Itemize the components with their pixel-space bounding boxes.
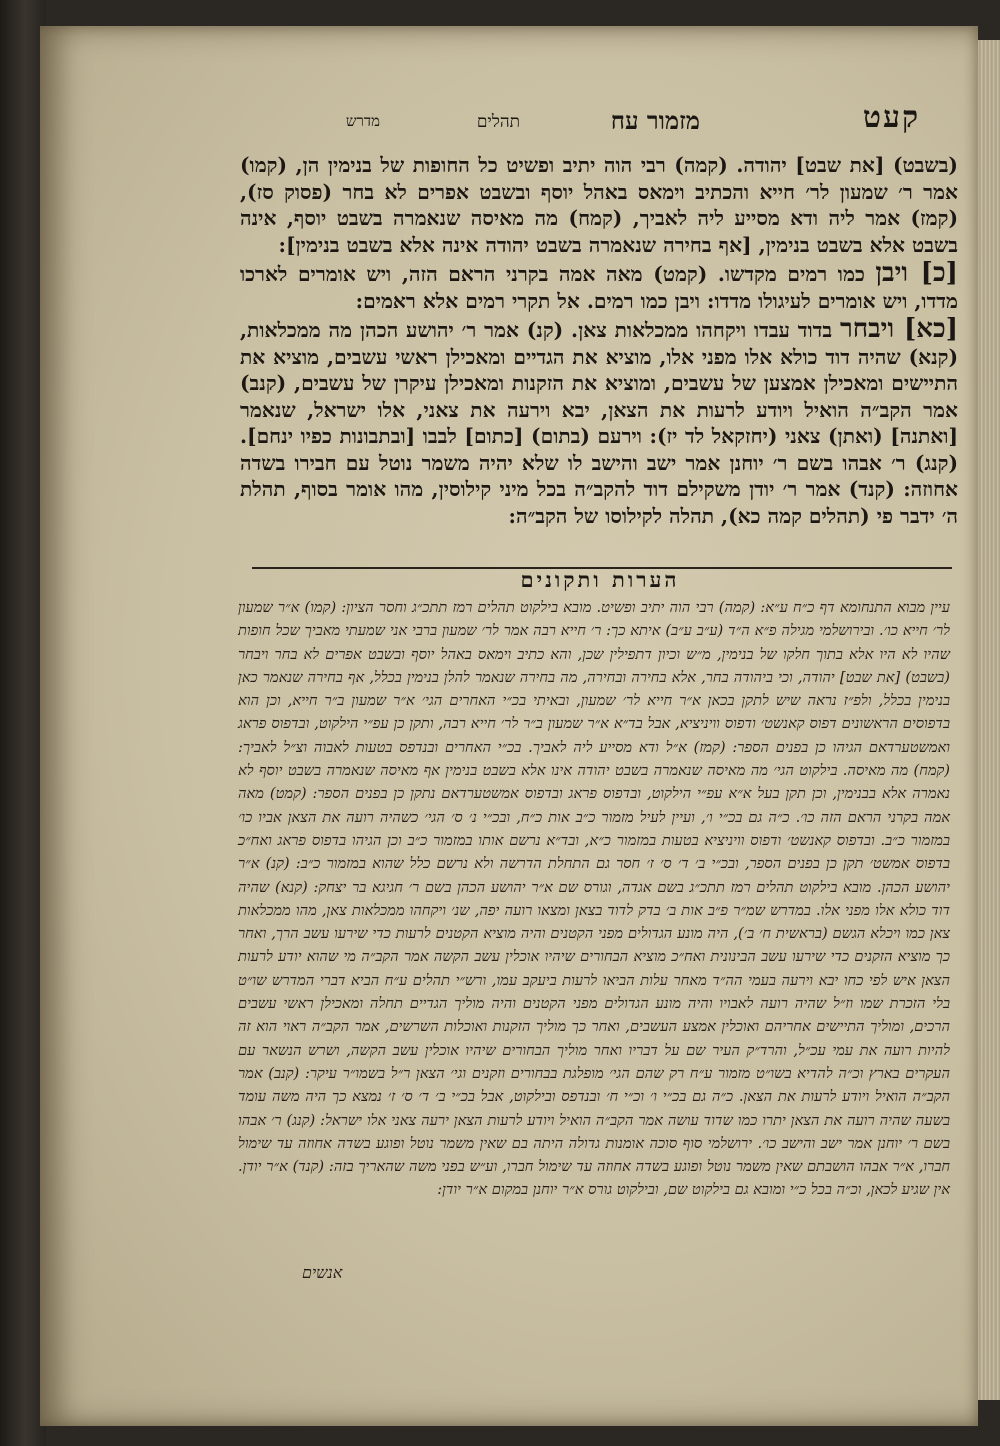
main-text xyxy=(240,152,958,531)
folio-number: קעט xyxy=(862,100,920,135)
main-paragraph xyxy=(240,152,958,258)
psalm-title: מזמור עח xyxy=(610,106,700,135)
paragraph-body: בדוד עבדו ויקחהו ממכלאות צאן. (קנ) אמר ר׳ יהושע הכהן מה ממכלאות, (קנא) שהיה דוד כולא אלו מפני אלו, מוציא את הגדיים ומאכילן ראשי עשבים, מוציא את התיישים ומאכילן אמצען של עשבים, ומוציא את הזקנות ומאכילן עיקרן של עשבים, (קנב) אמר הקב״ה הואיל ויודע לרעות את הצאן, יבא וירעה את צאני, אלו ישראל, שנאמר [ואתנה] (ואתן) צאני (יחזקאל לד יז): וירעם (בתום) [כתום] לבבו [ובתבונות כפיו ינחם]. (קנג) ר׳ אבהו בשם ר׳ יוחנן אמר ישב והישב לו שלא יהיה משמר נוטל עם חבירו בשדה אחוזה: (קנד) אמר ר׳ יודן משקילם דוד להקב״ה בכל מיני קילוסין, מהו אומר בסוף, תהלת ה׳ ידבר פי (תהלים קמה כא), תהלה לקילוסו של הקב״ה: xyxy=(240,318,958,528)
paragraph-body: כמו רמים מקדשו. (קמט) מאה אמה בקרני הראם הזה, ויש אומרים לארכו מדדו, ויש אומרים לעיגולו מדדו: ויבן כמו רמים. אל תקרי רמים אלא ראמים: xyxy=(240,262,958,313)
running-header xyxy=(180,100,940,160)
verse-lead-word: [כ] ויבן xyxy=(875,258,958,288)
book-name: תהלים xyxy=(476,112,520,132)
main-paragraph xyxy=(240,260,958,314)
midrash-label: מדרש xyxy=(345,112,380,130)
notes-text: עיין מבוא התנחומא דף כ״ח ע״א: (קמה) רבי הוה יתיב ופשיט. מובא בילקוט תהלים רמז תתכ״ג וחסר הציון: (קמו) א״ר שמעון לר׳ חייא כו׳. ובירושלמי מגילה פ״א ה״ד (ע״ב ע״ב) איתא כך: ר׳ חייא רבה אמר לר׳ שמעון ברבי אני שמעתי מאביך שכל חופות שהיו לא היו אלא בתוך חלקו של בנימין, מ״ש וכיון דתפילין שכן, והא כתיב וימאס באהל יוסף ובשבט אפרים לא בחר ויבחר (בשבט) [את שבט] יהודה, וכי ביהודה בחר, אלא בחירה ובחירה, מה בחירה שנאמר להלן בנימין בכלל, אף בחירה שנאמר כאן בנימין בכלל, ולפ״ז נראה שיש לתקן בכאן א״ר חייא לר׳ שמעון, ובאיתי בכ״י האחרים הגי׳ א״ר שמעון ב״ר חייא, וכן הוא בדפוסים הראשונים דפוס קאנשט׳ ודפוס וויניציא, אבל בד״א א״ר שמעון ב״ר לר׳ חייא רבה, ותקן כן עפ״י הילקוט, ובדפוס פראג ואמשטערדאם הגיהו כן בפנים הספר: (קמז) א״ל ודא מסייע ליה לאביך. בכ״י האחרים ובנדפס בטעות לאבוה וצ״ל לאביך: (קמח) מה מאיסה. בילקוט הגי׳ מה מאיסה שנאמרה בשבט יהודה אינו אלא בשבט בנימין אף מאיסה שנאמרה בשבט יוסף לא נאמרה אלא בבנימין, וכן תקן בעל א״א עפ״י הילקוט, ובדפוס פראג ובדפוס אמשטערדאם נתקן כן בפנים הספר: (קמט) מאה אמה בקרני הראם הזה כו׳. כ״ה גם בכ״י ו׳, ועיין לעיל מזמור כ״ב אות כ״ח, ובכ״י נ׳ ס׳ הגי׳ כשהיה רועה את הצאן אביו כו׳ במזמור כ״ב. ובדפוס קאנשט׳ ודפוס וויניציא בטעות במזמור כ״א, ובד״א נרשם אותו במזמור כ״ב וכן הגיהו בדפוס פראג ואח״כ בדפוס אמשט׳ תקן כן בפנים הספר, ובכ״י ב׳ ד׳ ס׳ ז׳ חסר גם התחלת הדרשה ולא נרשם כלל שהוא במזמור כ״ב: (קנ) א״ר יהושע הכהן. מובא בילקוט תהלים רמז תתכ״ג בשם אגדה, וגורס שם א״ר יהושע הכהן בשם ר׳ חגיגא בר יצחק: (קנא) שהיה דוד כולא אלו מפני אלו. במדרש שמ״ר פ״ב אות ב׳ בדק לדוד בצאן ומצאו רועה יפה, שנ׳ ויקחהו ממכלאות צאן, מהו ממכלאות צאן כמו ויכלא הגשם (בראשית ח׳ ב׳), היה מונע הגדולים מפני הקטנים והיה מוציא הקטנים לרעות כדי שירעו עשב הרך, ואחר כך מוציא הזקנים כדי שירעו עשב הבינונית ואח״כ מוציא הבחורים שיהיו אוכלין עשב הקשה אמר הקב״ה מי שהוא יודע לרעות הצאן איש לפי כחו יבא וירעה בעמי הה״ד מאחר עלות הביאו לרעות ביעקב עמו, ורש״י תהלים ע״ח הביא דברי המדרש שו״ט בלי הזכרת שמו וז״ל שהיה רועה לאבויו והיה מונע הגדולים מפני הקטנים והיה מוליך הגדיים תחלה ומאכילן ראשי עשבים הרכים, ומוליך התיישים אחריהם ואוכלין אמצע העשבים, ואחר כך מוליך הזקנות ואוכלות השרשים, אמר הקב״ה ראוי הוא זה להיות רועה את עמי עכ״ל, והרד״ק העיר שם על דבריו ואחר מוליך הבחורים שיהיו אוכלין עשב הקשה, ושרש הנשאר עם העקרים בארץ וכ״ה להדיא בשו״ט מזמור ע״ח רק שהם הגי׳ מופלגת בבחורים וזקנים וגי׳ הצאן ר״ל בשמו״ר עיקר: (קנב) אמר הקב״ה הואיל ויודע לרעות את הצאן. כ״ה גם בכ״י ו׳ וכ״י ח׳ ובנדפס ובילקוט, אבל בכ״י ב׳ ד׳ ס׳ ז׳ נמצא כך היה משה עומד בשעה שהיה רועה את הצאן יתרו כמו שדוד עושה אמר הקב״ה הואיל ויודע לרעות הצאן ירעה צאני אלו ישראל: (קנג) ר׳ אבהו בשם ר׳ יוחנן אמר ישב והישב כו׳. ירושלמי סוף סוכה אומנות גדולה היתה בם שאין משמר נוטל ופוגע בשדה אחוזה עד שימול חברו, א״ר אבהו הושבתם שאין משמר נוטל ופוגע בשדה אחוזה עד שימול חברו, וע״ש בפני משה שהאריך בזה: (קנד) א״ר יודן. אין שגיע לכאן, וכ״ה בכל כ״י ומובא גם בילקוט שם, ובילקוט גורס א״ר יוחנן במקום א״ר יודן: xyxy=(238,599,950,1199)
verse-lead-word: [כא] ויבחר xyxy=(839,314,958,344)
notes-title: הערות ותקונים xyxy=(520,567,680,592)
main-paragraph xyxy=(240,316,958,529)
catchword: אנשים xyxy=(302,1263,343,1282)
paragraph-body: (בשבט) [את שבט] יהודה. (קמה) רבי הוה יתיב ופשיט כל החופות של בנימין הן, (קמו) אמר ר׳ שמעון לר׳ חייא והכתיב וימאס באהל יוסף ובשבט אפרים לא בחר (פסוק סז), (קמז) אמר ליה ודא מסייע ליה לאביך, (קמח) מה מאיסה שנאמרה בשבט יוסף, אינה בשבט אלא בשבט בנימין, [אף בחירה שנאמרה בשבט יהודה אינה אלא בשבט בנימין]: xyxy=(240,153,958,257)
